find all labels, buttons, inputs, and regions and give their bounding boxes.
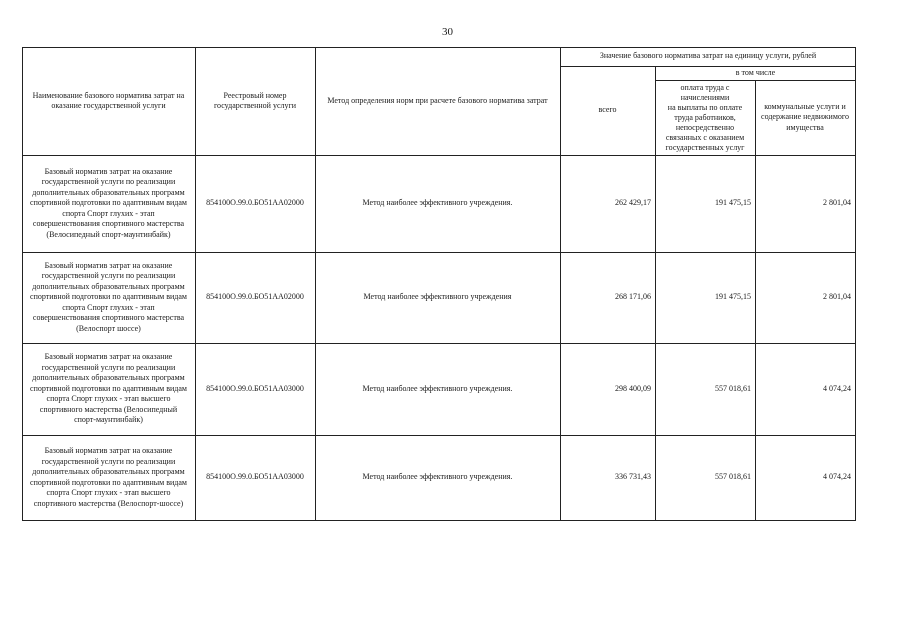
- row-total: 298 400,09: [615, 383, 651, 393]
- header-labor: оплата труда с начислениями на выплаты по оплате труда работников, непосредственно связанных с оказанием государственных услуг: [665, 82, 745, 152]
- page-number: 30: [442, 26, 453, 38]
- header-method: Метод определения норм при расчете базового норматива затрат: [327, 95, 548, 105]
- row-method: Метод наиболее эффективного учреждения.: [362, 383, 513, 393]
- row-labor: 191 475,15: [715, 198, 751, 208]
- row-labor: 557 018,61: [715, 472, 751, 482]
- row-method: Метод наиболее эффективного учреждения.: [362, 472, 513, 482]
- row-name: Базовый норматив затрат на оказание государственной услуги по реализации дополнительных образовательных программ спортивной подготовки по адаптивным видам спорта Спорт глухих - этап высшего спортивного мастерства (Велоспорт-шоссе): [30, 446, 187, 508]
- header-name: Наименование базового норматива затрат на оказание государственной услуги: [32, 90, 185, 110]
- row-utilities: 4 074,24: [823, 383, 851, 393]
- header-total: всего: [598, 105, 617, 115]
- header-including: в том числе: [735, 67, 776, 77]
- row-method: Метод наиболее эффективного учреждения: [363, 292, 512, 302]
- row-total: 336 731,43: [615, 472, 651, 482]
- header-registry: Реестровый номер государственной услуги: [213, 90, 297, 110]
- row-name: Базовый норматив затрат на оказание государственной услуги по реализации дополнительных образовательных программ спортивной подготовки по адаптивным видам спорта Спорт глухих - этап совершенствования спортивного мастерства (Велосипедный спорт-маунтинбайк): [30, 166, 187, 239]
- row-labor: 191 475,15: [715, 292, 751, 302]
- row-total: 262 429,17: [615, 198, 651, 208]
- row-utilities: 2 801,04: [823, 198, 851, 208]
- row-labor: 557 018,61: [715, 383, 751, 393]
- row-method: Метод наиболее эффективного учреждения.: [362, 198, 513, 208]
- row-registry: 854100О.99.0.БО51АА03000: [206, 472, 304, 482]
- header-utilities: коммунальные услуги и содержание недвижимого имущества: [761, 101, 849, 132]
- row-name: Базовый норматив затрат на оказание государственной услуги по реализации дополнительных образовательных программ спортивной подготовки по адаптивным видам спорта Спорт глухих - этап совершенствования спортивного мастерства (Велоспорт шоссе): [30, 260, 187, 333]
- row-registry: 854100О.99.0.БО51АА02000: [206, 292, 304, 302]
- row-utilities: 2 801,04: [823, 292, 851, 302]
- row-name: Базовый норматив затрат на оказание государственной услуги по реализации дополнительных образовательных программ спортивной подготовки по адаптивным видам спорта Спорт глухих - этап высшего спортивного мастерства (Велосипедный спорт-маунтинбайк): [30, 352, 187, 425]
- row-utilities: 4 074,24: [823, 472, 851, 482]
- row-registry: 854100О.99.0.БО51АА02000: [206, 198, 304, 208]
- header-value-group: Значение базового норматива затрат на единицу услуги, рублей: [599, 51, 817, 61]
- row-registry: 854100О.99.0.БО51АА03000: [206, 383, 304, 393]
- row-total: 268 171,06: [615, 292, 651, 302]
